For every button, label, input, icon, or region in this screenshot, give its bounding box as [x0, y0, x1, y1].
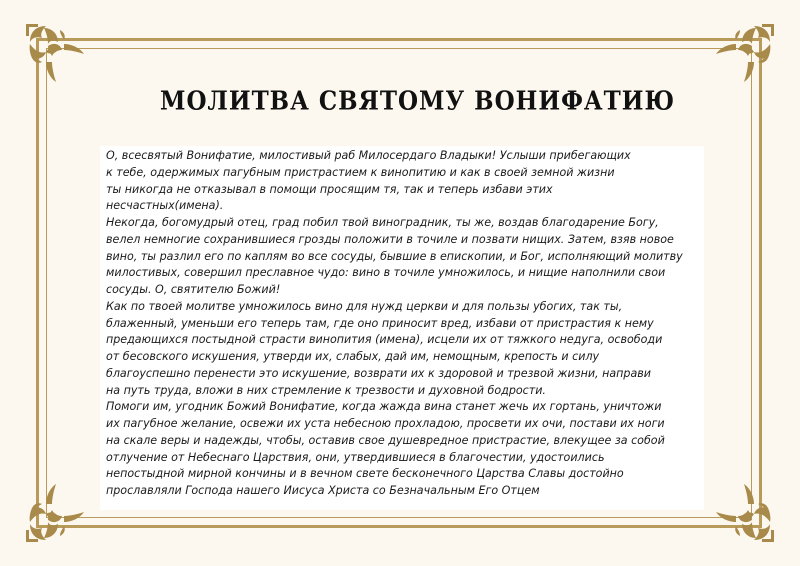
text-line: вино, ты разлил его по каплям во все сосуды, бывшие в епископии, и Бог, исполняющий молитву [106, 249, 683, 263]
text-line: милостивых, совершил преславное чудо: вино в точиле умножилось, и нищие наполнили свои [106, 266, 666, 280]
text-line: ты никогда не отказывал в помощи просящим тя, так и теперь избави этих [106, 182, 553, 196]
page-title: МОЛИТВА СВЯТОМУ ВОНИФАТИЮ [160, 86, 676, 117]
floral-corner-icon [24, 470, 98, 544]
floral-corner-icon [702, 22, 776, 96]
prayer-text [106, 148, 706, 500]
text-line: прославляли Господа нашего Иисуса Христа со Безначальным Его Отцем [106, 484, 540, 497]
text-line: несчастных(имена). [106, 199, 224, 213]
text-line: Как по твоей молитве умножилось вино для нужд церкви и для пользы убогих, так ты, [106, 299, 623, 313]
text-line: непостыдной мирной кончины и в вечном свете бесконечного Царства Славы достойно [106, 467, 624, 481]
text-line: от бесовского искушения, утверди их, слабых, дай им, немощным, крепость и силу [106, 350, 600, 363]
text-line: к тебе, одержимых пагубным пристрастием к винопитию и как в своей земной жизни [106, 165, 615, 179]
text-line: блаженный, уменьши его теперь там, где оно приносит вред, избави от пристрастия к нему [106, 316, 654, 330]
text-line: благоуспешно перенести это искушение, возврати их к здоровой и трезвой жизни, направи [106, 366, 652, 380]
text-line: сосуды. О, святителю Божий! [106, 283, 281, 296]
text-line: Помоги им, угодник Божий Вонифатие, когда жажда вина станет жечь их гортань, уничтожи [106, 400, 662, 414]
text-line: велел немногие сохранившиеся грозды положити в точиле и позвати нищих. Затем, взяв новое [106, 232, 674, 246]
text-line: на скале веры и надежды, чтобы, оставив свое душевредное пристрастие, влекущее за собой [106, 433, 665, 447]
text-line: Некогда, богомудрый отец, град побил твой виноградник, ты же, воздав благодарение Богу, [106, 216, 659, 229]
text-line: отлучение от Небеснаго Царствия, они, утвердившиеся в благочестии, удостоились [106, 450, 605, 464]
floral-corner-icon [24, 22, 98, 96]
text-line: О, всесвятый Вонифатие, милостивый раб Милосердаго Владыки! Услыши прибегающих [106, 149, 631, 162]
floral-corner-icon [702, 470, 776, 544]
text-line: предающихся постыдной страсти винопития (имена), исцели их от тяжкого недуга, освободи [106, 333, 663, 347]
text-line: на путь труда, вложи в них стремление к трезвости и духовной бодрости. [106, 383, 546, 397]
text-line: их пагубное желание, освежи их уста небесною прохладою, просвети их очи, постави их ноги [106, 417, 665, 430]
